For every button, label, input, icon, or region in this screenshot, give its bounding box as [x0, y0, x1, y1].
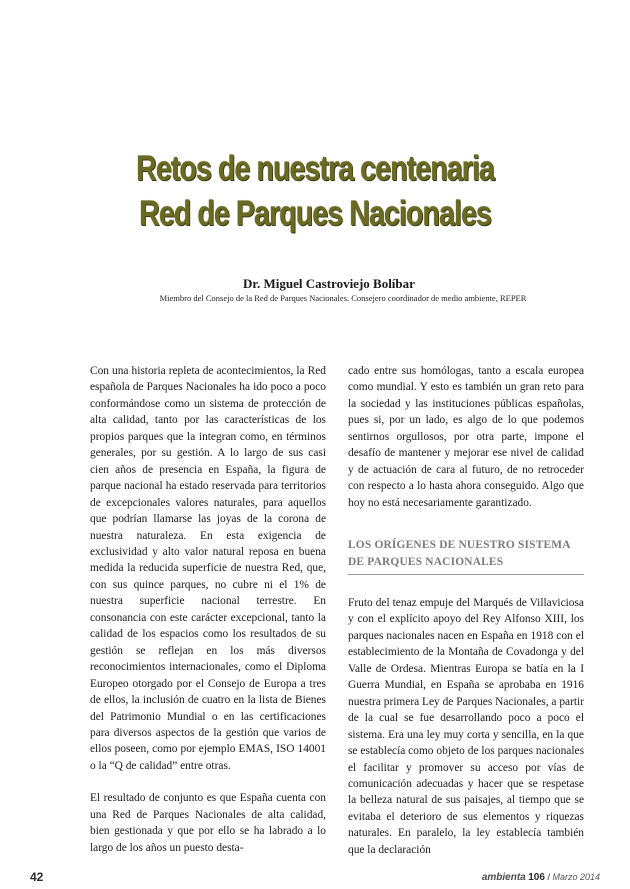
issue-number: 106	[528, 872, 545, 883]
author-name: Dr. Miguel Castroviejo Bolíbar	[243, 276, 415, 291]
right-paragraph-2: Fruto del tenaz empuje del Marqués de Villaviciosa y con el explícito apoyo del Rey Alfonso XIII, los parques nacionales nacen en España en 1918 con el establecimiento de la Montaña de Covadonga y del Valle de Ordesa. Mientras Europa se batía en la I Guerra Mundial, en España se aprobaba en 1916 nuestra primera Ley de Parques Nacionales, a partir de la cual se fue desarrollando poco a poco el sistema. Era una ley muy corta y sencilla, en la que se establecía como objeto de los parques nacionales el facilitar y promover su acceso por vías de comunicación adecuadas y hacer que se respetase la belleza natural de sus paisajes, al tiempo que se evitaba el deterioro de sus elementos y riquezas naturales. En paralelo, la ley establecía también que la declaración	[348, 596, 584, 856]
magazine-footer	[482, 872, 600, 883]
left-column	[90, 363, 326, 856]
author-affiliation: Miembro del Consejo de la Red de Parques Nacionales. Consejero coordinador de medio ambiente, REPER	[159, 293, 527, 303]
article-title-line-2: Red de Parques Nacionales	[139, 194, 491, 233]
right-paragraph-1: cado entre sus homólogas, tanto a escala europea como mundial. Y esto es también un gran reto para la sociedad y las instituciones públicas españolas, pues si, por un lado, es algo de lo que podemos sentirnos orgullosos, por otra parte, impone el desafío de mantener y mejorar ese nivel de calidad y de actuación de cara al futuro, de no retroceder con respecto a lo hasta ahora conseguido. Algo que hoy no está necesariamente garantizado.	[348, 365, 584, 509]
left-paragraph-2: El resultado de conjunto es que España cuenta con una Red de Parques Nacionales de alta calidad, bien gestionada y que por ello se ha labrado a lo largo de los años un puesto desta-	[90, 792, 326, 854]
footer-separator: /	[547, 872, 550, 882]
section-divider	[348, 574, 584, 575]
right-column	[348, 363, 584, 858]
left-paragraph-1: Con una historia repleta de acontecimientos, la Red española de Parques Nacionales ha ido poco a poco conformándose como un sistema de protección de alta calidad, tanto por las características de los propios parques que la integran como, en términos generales, por su gestión. A lo largo de sus casi cien años de presencia en España, la figura de parque nacional ha estado reservada para territorios de excepcionales valores naturales, para aquellos que podrían llamarse las joyas de la corona de nuestra naturaleza. En esta exigencia de exclusividad y alto valor natural reposa en buena medida la reducida superficie de nuestra Red, que, con sus quince parques, no cubre ni el 1% de nuestra superficie nacional terrestre. En consonancia con este carácter excepcional, tanto la calidad de los espacios como los resultados de su gestión se reflejan en los más diversos reconocimientos internacionales, como el Diploma Europeo otorgado por el Consejo de Europa a tres de ellos, la inclusión de cuatro en la lista de Bienes del Patrimonio Mundial o en las certificaciones para diversos aspectos de la gestión que varios de ellos poseen, como por ejemplo EMAS, ISO 14001 o la “Q de calidad” entre otras.	[90, 365, 326, 772]
article-title	[57, 146, 574, 236]
section-heading: LOS ORÍGENES DE NUESTRO SISTEMA DE PARQUES NACIONALES	[348, 539, 571, 568]
issue-date: Marzo 2014	[552, 872, 600, 882]
article-title-line-1: Retos de nuestra centenaria	[136, 149, 494, 188]
page-number: 42	[30, 870, 44, 884]
magazine-name: ambienta	[481, 872, 526, 883]
